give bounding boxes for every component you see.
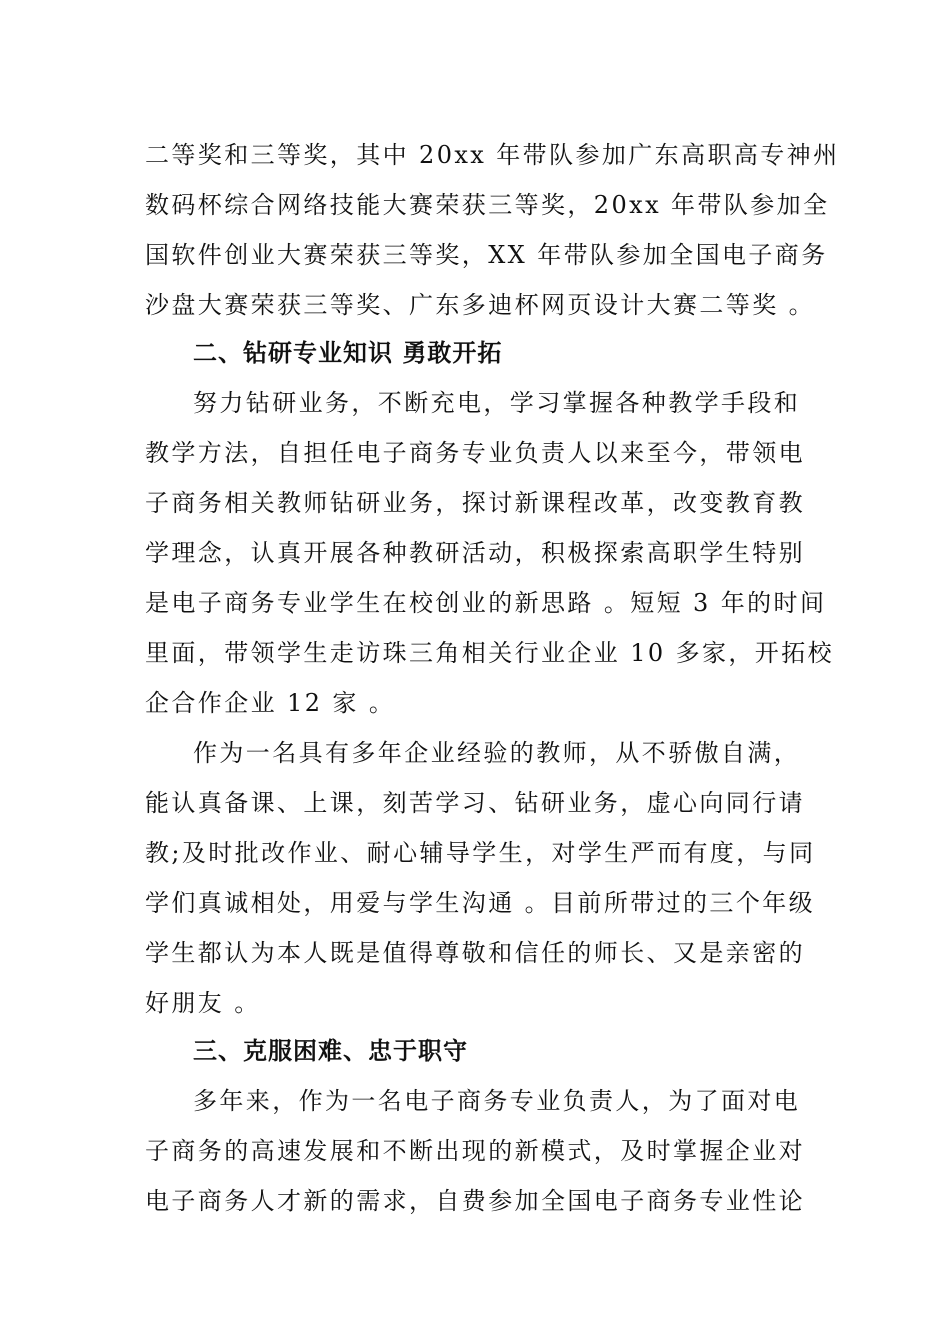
text-line: 教;及时批改作业、耐心辅导学生，对学生严而有度，与同: [145, 839, 816, 867]
text-line: 里面，带领学生走访珠三角相关行业企业 10 多家，开拓校: [145, 639, 834, 667]
text-line: 子商务的高速发展和不断出现的新模式，及时掌握企业对: [145, 1137, 805, 1165]
section-heading: 三、克服困难、忠于职守: [193, 1037, 468, 1065]
text-line: 子商务相关教师钻研业务，探讨新课程改革，改变教育教: [145, 489, 805, 517]
text-line: 二等奖和三等奖，其中 20xx 年带队参加广东高职高专神州: [145, 141, 840, 169]
text-line: 学们真诚相处，用爱与学生沟通 。目前所带过的三个年级: [145, 889, 816, 917]
section-heading: 二、钻研专业知识 勇敢开拓: [193, 339, 503, 367]
text-line: 电子商务人才新的需求，自费参加全国电子商务专业性论: [145, 1187, 805, 1215]
text-line: 学生都认为本人既是值得尊敬和信任的师长、又是亲密的: [145, 939, 805, 967]
text-line: 国软件创业大赛荣获三等奖，XX 年带队参加全国电子商务: [145, 241, 828, 269]
text-line: 是电子商务专业学生在校创业的新思路 。短短 3 年的时间: [145, 589, 827, 617]
text-line: 好朋友 。: [145, 989, 261, 1017]
text-line: 多年来，作为一名电子商务专业负责人，为了面对电: [193, 1087, 801, 1115]
text-line: 能认真备课、上课，刻苦学习、钻研业务，虚心向同行请: [145, 789, 805, 817]
text-line: 教学方法，自担任电子商务专业负责人以来至今，带领电: [145, 439, 805, 467]
text-line: 沙盘大赛荣获三等奖、广东多迪杯网页设计大赛二等奖 。: [145, 291, 816, 319]
text-line: 作为一名具有多年企业经验的教师，从不骄傲自满，: [193, 739, 801, 767]
text-line: 企合作企业 12 家 。: [145, 689, 396, 717]
text-line: 努力钻研业务，不断充电，学习掌握各种教学手段和: [193, 389, 801, 417]
text-line: 学理念，认真开展各种教研活动，积极探索高职学生特别: [145, 539, 805, 567]
text-line: 数码杯综合网络技能大赛荣获三等奖，20xx 年带队参加全: [145, 191, 830, 219]
